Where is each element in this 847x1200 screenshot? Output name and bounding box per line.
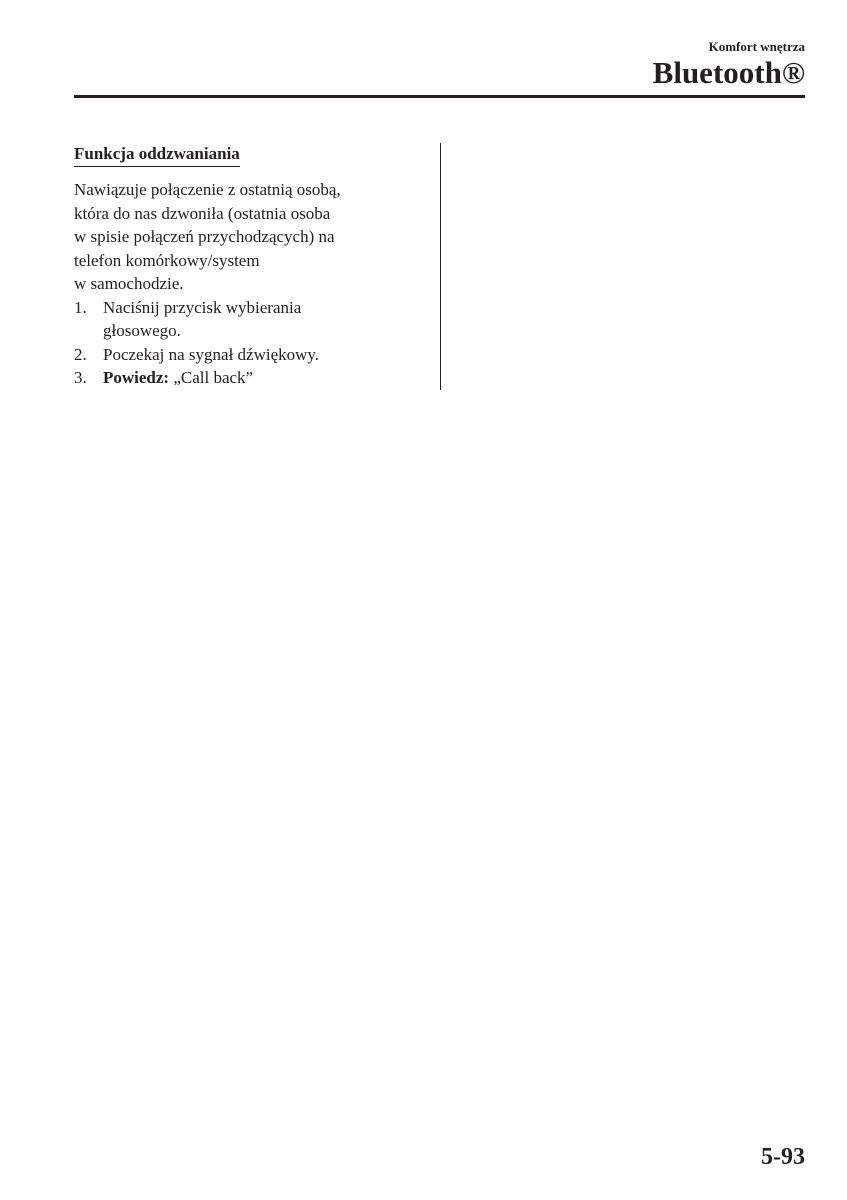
- step-text-line: Naciśnij przycisk wybierania: [103, 297, 302, 317]
- page-number: 5-93: [761, 1144, 805, 1170]
- paragraph-line: w spisie połączeń przychodzących) na: [74, 227, 335, 246]
- step-phrase: „Call back”: [169, 368, 254, 387]
- paragraph-line: w samochodzie.: [74, 274, 184, 293]
- step-number: 2.: [74, 344, 87, 364]
- subheading: Funkcja oddzwaniania: [74, 143, 240, 167]
- step-emphasis: Powiedz:: [103, 368, 170, 387]
- list-item: [74, 343, 429, 367]
- step-text-line: głosowego.: [103, 321, 181, 340]
- list-item: [74, 296, 429, 343]
- header-divider: [74, 95, 805, 98]
- step-number: 3.: [74, 368, 87, 387]
- main-content: [74, 142, 429, 390]
- step-text-line: Poczekaj na sygnał dźwiękowy.: [103, 344, 320, 364]
- paragraph-line: telefon komórkowy/system: [74, 250, 260, 270]
- column-divider: [440, 143, 441, 390]
- list-item: [74, 366, 429, 390]
- step-text-line: [103, 366, 429, 390]
- section-title: Komfort wnętrza: [708, 39, 805, 54]
- page-title: Bluetooth®: [652, 55, 805, 90]
- paragraph-line: Nawiązuje połączenie z ostatnią osobą,: [74, 180, 341, 199]
- step-number: 1.: [74, 297, 87, 317]
- steps-list: [74, 296, 429, 390]
- intro-paragraph: [74, 178, 429, 296]
- paragraph-line: która do nas dzwoniła (ostatnia osoba: [74, 203, 331, 223]
